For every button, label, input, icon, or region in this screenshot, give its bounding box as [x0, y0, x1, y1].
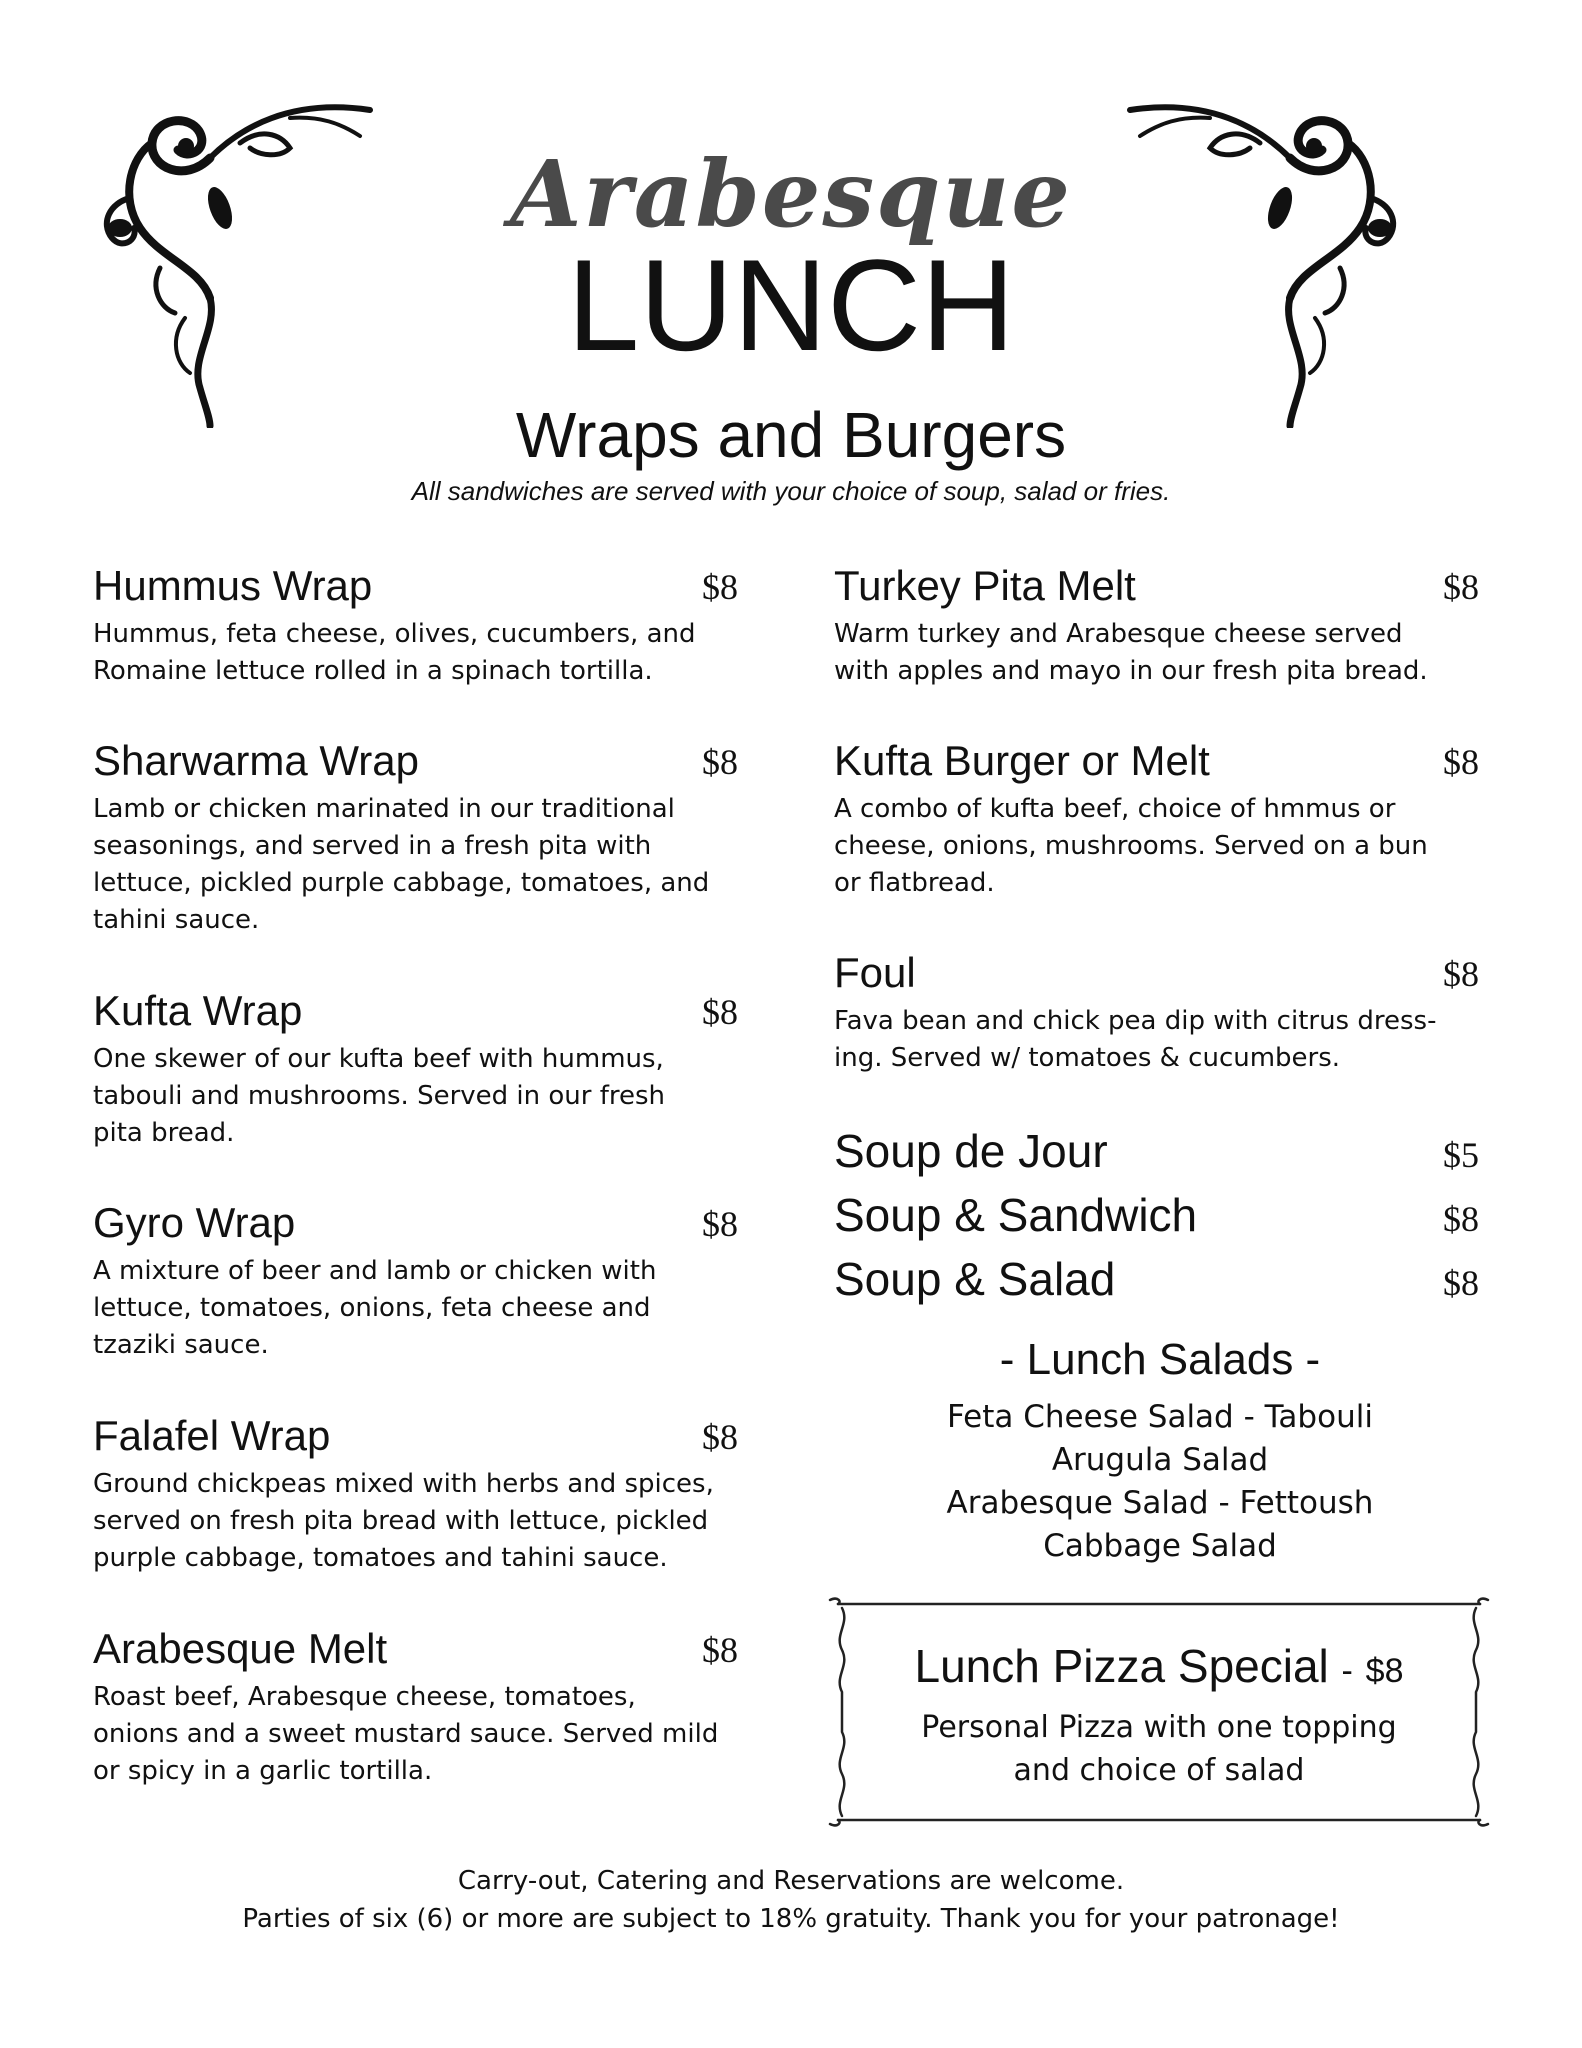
- desc-line: Hummus, feta cheese, olives, cucumbers, and: [93, 619, 696, 649]
- menu-subtitle: Wraps and Burgers: [515, 399, 1067, 471]
- desc-line: Warm turkey and Arabesque cheese served: [834, 619, 1403, 649]
- desc-line: Ground chickpeas mixed with herbs and spices,: [93, 1469, 714, 1499]
- item-price: $8: [702, 567, 738, 607]
- desc-line: tzaziki sauce.: [93, 1330, 269, 1360]
- desc-line: One skewer of our kufta beef with hummus,: [93, 1044, 664, 1074]
- desc-line: pita bread.: [93, 1118, 235, 1148]
- menu-title: LUNCH: [567, 232, 1015, 378]
- item-name: Soup de Jour: [834, 1125, 1108, 1177]
- menu-item-arabesque-melt: [93, 1623, 738, 1790]
- footer-line: Parties of six (6) or more are subject to 18% gratuity. Thank you for your patronage!: [242, 1904, 1340, 1934]
- desc-line: Lamb or chicken marinated in our traditional: [93, 794, 675, 824]
- pizza-title-line: [828, 1638, 1490, 1699]
- desc-line: or spicy in a garlic tortilla.: [93, 1756, 433, 1786]
- desc-line: cheese, onions, mushrooms. Served on a bun: [834, 831, 1428, 861]
- menu-item-hummus-wrap: [93, 560, 738, 690]
- item-name: Kufta Burger or Melt: [834, 737, 1210, 784]
- desc-line: A combo of kufta beef, choice of hmmus or: [834, 794, 1396, 824]
- menu-item-kufta-wrap: [93, 985, 738, 1152]
- item-description: [834, 791, 1479, 902]
- item-price: $5: [1443, 1135, 1479, 1175]
- desc-line: purple cabbage, tomatoes and tahini sauce.: [93, 1543, 668, 1573]
- item-name: Falafel Wrap: [93, 1412, 331, 1459]
- pizza-desc-line: and choice of salad: [1013, 1753, 1305, 1788]
- salad-line: Arabesque Salad - Fettoush: [946, 1485, 1374, 1521]
- desc-line: Roast beef, Arabesque cheese, tomatoes,: [93, 1682, 636, 1712]
- pizza-special-box: [828, 1594, 1490, 1830]
- menu-item-soup-sandwich: [834, 1184, 1479, 1246]
- item-name: Turkey Pita Melt: [834, 562, 1136, 609]
- menu-item-soup-de-jour: [834, 1120, 1479, 1182]
- item-name: Soup & Salad: [834, 1253, 1116, 1305]
- item-price: $8: [1443, 1199, 1479, 1239]
- item-price: $8: [702, 1204, 738, 1244]
- desc-line: Fava bean and chick pea dip with citrus dress-: [834, 1006, 1437, 1036]
- item-name: Arabesque Melt: [93, 1625, 388, 1672]
- item-price: $8: [702, 1417, 738, 1457]
- item-name: Foul: [834, 949, 916, 996]
- item-description: [834, 1003, 1479, 1077]
- item-description: [93, 1041, 738, 1152]
- item-description: [834, 616, 1479, 690]
- item-description: [93, 1679, 738, 1790]
- item-name: Soup & Sandwich: [834, 1189, 1198, 1241]
- pizza-desc-line: Personal Pizza with one topping: [921, 1710, 1397, 1745]
- menu-tagline: All sandwiches are served with your choice of soup, salad or fries.: [411, 476, 1171, 506]
- pizza-description: [828, 1706, 1490, 1792]
- desc-line: tabouli and mushrooms. Served in our fresh: [93, 1081, 666, 1111]
- desc-line: lettuce, tomatoes, onions, feta cheese and: [93, 1293, 651, 1323]
- salad-line: Arugula Salad: [1051, 1442, 1269, 1478]
- footer-line: Carry-out, Catering and Reservations are welcome.: [457, 1866, 1125, 1896]
- pizza-price: $8: [1365, 1652, 1404, 1690]
- item-price: $8: [702, 992, 738, 1032]
- menu-item-falafel-wrap: [93, 1410, 738, 1577]
- item-name: Gyro Wrap: [93, 1199, 296, 1246]
- item-price: $8: [1443, 742, 1479, 782]
- item-name: Sharwarma Wrap: [93, 737, 419, 784]
- desc-line: ing. Served w/ tomatoes & cucumbers.: [834, 1043, 1341, 1073]
- menu-item-soup-salad: [834, 1248, 1479, 1310]
- desc-line: lettuce, pickled purple cabbage, tomatoes, and: [93, 868, 710, 898]
- menu-item-sharwarma-wrap: [93, 735, 738, 939]
- desc-line: tahini sauce.: [93, 905, 260, 935]
- restaurant-logo-text: Arabesque: [510, 140, 1072, 248]
- menu-item-kufta-burger: [834, 735, 1479, 902]
- item-price: $8: [702, 1630, 738, 1670]
- menu-item-gyro-wrap: [93, 1197, 738, 1364]
- menu-item-foul: [834, 947, 1479, 1077]
- salads-list: [830, 1396, 1490, 1568]
- item-name: Hummus Wrap: [93, 562, 373, 609]
- item-description: [93, 1466, 738, 1577]
- item-price: $8: [1443, 1263, 1479, 1303]
- desc-line: Romaine lettuce rolled in a spinach tortilla.: [93, 656, 653, 686]
- item-price: $8: [702, 742, 738, 782]
- pizza-title: Lunch Pizza Special: [914, 1640, 1329, 1692]
- salad-line: Feta Cheese Salad - Tabouli: [947, 1399, 1373, 1435]
- item-description: [93, 1253, 738, 1364]
- desc-line: A mixture of beer and lamb or chicken with: [93, 1256, 657, 1286]
- desc-line: seasonings, and served in a fresh pita with: [93, 831, 652, 861]
- desc-line: or flatbread.: [834, 868, 995, 898]
- item-name: Kufta Wrap: [93, 987, 303, 1034]
- item-description: [93, 616, 738, 690]
- salad-line: Cabbage Salad: [1043, 1528, 1277, 1564]
- item-price: $8: [1443, 567, 1479, 607]
- salads-heading: - Lunch Salads -: [999, 1335, 1321, 1384]
- menu-item-turkey-pita-melt: [834, 560, 1479, 690]
- footer-notes: [0, 1862, 1582, 1938]
- desc-line: with apples and mayo in our fresh pita bread.: [834, 656, 1428, 686]
- item-price: $8: [1443, 954, 1479, 994]
- desc-line: onions and a sweet mustard sauce. Served mild: [93, 1719, 719, 1749]
- pizza-separator: -: [1341, 1652, 1353, 1690]
- item-description: [93, 791, 738, 939]
- desc-line: served on fresh pita bread with lettuce, pickled: [93, 1506, 709, 1536]
